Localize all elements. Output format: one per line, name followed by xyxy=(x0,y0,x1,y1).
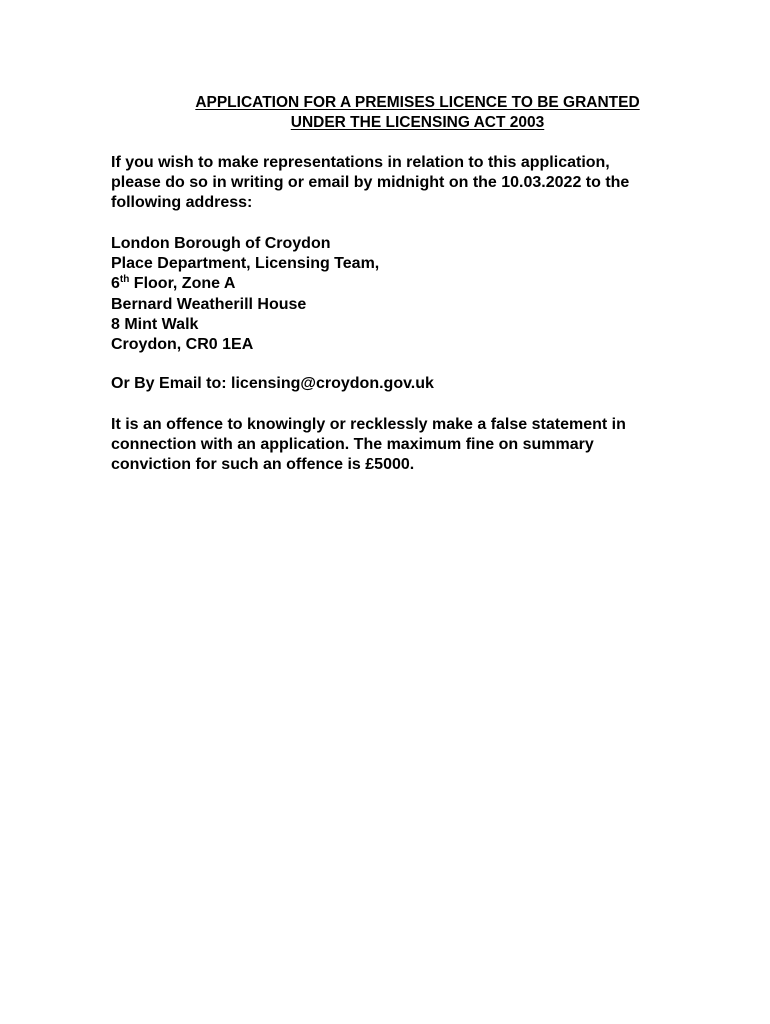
warning-line-2: connection with an application. The maximum fine on summary xyxy=(111,436,594,454)
intro-line-1: If you wish to make representations in relation to this application, xyxy=(111,154,610,171)
floor-ordinal-suffix: th xyxy=(119,274,130,286)
address-line-4: Bernard Weatherill House xyxy=(111,295,307,313)
email-address: licensing@croydon.gov.uk xyxy=(231,375,434,392)
warning-line-1: It is an offence to knowingly or recklessly make a false statement in xyxy=(111,416,626,433)
email-prefix: Or By Email to: xyxy=(111,375,232,392)
address-line-5: 8 Mint Walk xyxy=(111,315,199,333)
title-line-1: APPLICATION FOR A PREMISES LICENCE TO BE GRANTED xyxy=(195,94,640,111)
warning-paragraph xyxy=(111,415,711,476)
floor-rest: Floor, Zone A xyxy=(129,275,236,293)
address-line-2: Place Department, Licensing Team, xyxy=(111,255,380,273)
document-title xyxy=(110,93,725,133)
postal-address xyxy=(111,234,711,355)
intro-line-2: please do so in writing or email by midnight on the 10.03.2022 to the xyxy=(111,174,630,192)
intro-paragraph xyxy=(111,153,711,214)
address-line-6: Croydon, CR0 1EA xyxy=(111,336,254,354)
intro-line-3: following address: xyxy=(111,194,253,212)
title-line-2: UNDER THE LICENSING ACT 2003 xyxy=(290,114,545,131)
address-line-3 xyxy=(111,274,711,294)
warning-line-3: conviction for such an offence is £5000. xyxy=(111,456,415,474)
floor-number: 6 xyxy=(111,275,120,293)
address-line-1: London Borough of Croydon xyxy=(111,235,331,252)
email-contact xyxy=(111,374,711,394)
